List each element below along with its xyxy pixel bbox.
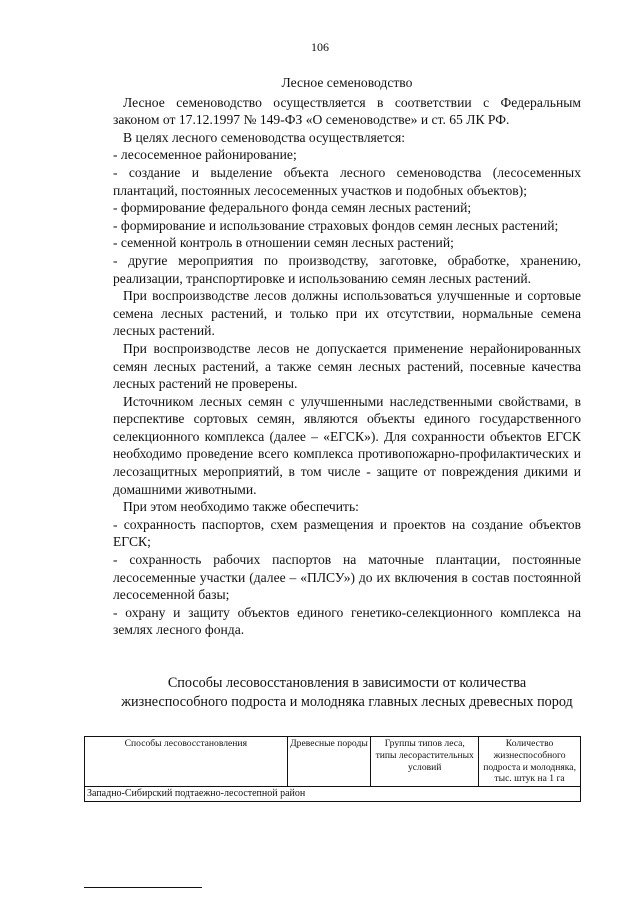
list-item: - сохранность рабочих паспортов на маточные плантации, постоянные лесосеменные участки (далее – «ПЛСУ») до их включения в состав постоянной лесосеменной базы; xyxy=(113,552,581,603)
page-number: 106 xyxy=(311,40,329,54)
paragraph: При этом необходимо также обеспечить: xyxy=(123,499,359,515)
table-row xyxy=(85,787,581,802)
section-heading: Лесное семеноводство xyxy=(281,75,413,90)
paragraph: При воспроизводстве лесов не допускается применение нерайонированных семян лесных растений, а также семян лесных растений, посевные качества лесных растений не проверены. xyxy=(113,340,581,392)
table-header-cell: Группы типов леса, типы лесорастительных условий xyxy=(371,737,479,787)
list-item: - другие мероприятия по производству, заготовке, обработке, хранению, реализации, транспортировке и использованию семян лесных растений. xyxy=(113,252,581,286)
table-title: Способы лесовосстановления в зависимости от количества жизнеспособного подроста и молодняка главных лесных древесных пород xyxy=(121,675,573,710)
list-item: - семенной контроль в отношении семян лесных растений; xyxy=(113,235,454,251)
list-item: - создание и выделение объекта лесного семеноводства (лесосеменных плантаций, постоянных лесосеменных участков и подобных объектов); xyxy=(113,164,581,198)
list-item: - формирование и использование страховых фондов семян лесных растений; xyxy=(113,217,559,233)
table-cell: Западно-Сибирский подтаежно-лесостепной район xyxy=(85,787,581,802)
table-header-cell: Количество жизнеспособного подроста и молодняка, тыс. штук на 1 га xyxy=(479,737,581,787)
list-item: - сохранность паспортов, схем размещения и проектов на создание объектов ЕГСК; xyxy=(113,516,581,550)
table-header-cell: Древесные породы xyxy=(287,737,371,787)
paragraph: При воспроизводстве лесов должны использоваться улучшенные и сортовые семена лесных растений, и только при их отсутствии, нормальные семена лесных растений. xyxy=(113,288,581,339)
table-header-cell: Способы лесовосстановления xyxy=(85,737,288,787)
table-header-row xyxy=(85,737,581,787)
reforestation-table xyxy=(84,736,581,802)
document-body xyxy=(113,74,581,639)
paragraph: В целях лесного семеноводства осуществляется: xyxy=(123,129,406,145)
paragraph: Лесное семеноводство осуществляется в соответствии с Федеральным законом от 17.12.1997 № 149-ФЗ «О семеноводстве» и ст. 65 ЛК РФ. xyxy=(113,94,581,128)
list-item: - формирование федерального фонда семян лесных растений; xyxy=(113,200,472,216)
list-item: - охрану и защиту объектов единого генетико-селекционного комплекса на землях лесного фонда. xyxy=(113,604,581,638)
list-item: - лесосеменное районирование; xyxy=(113,147,297,163)
footnote-divider xyxy=(84,887,202,888)
paragraph: Источником лесных семян с улучшенными наследственными свойствами, в перспективе сортовых семян, являются объекты единого государственного селекционного комплекса (далее – «ЕГСК»). Для сохранности объектов ЕГСК необходимо проведение всего комплекса противопожарно-профилактических и лесозащитных мероприятий, в том числе - защите от повреждения дикими и домашними животными. xyxy=(113,393,581,497)
